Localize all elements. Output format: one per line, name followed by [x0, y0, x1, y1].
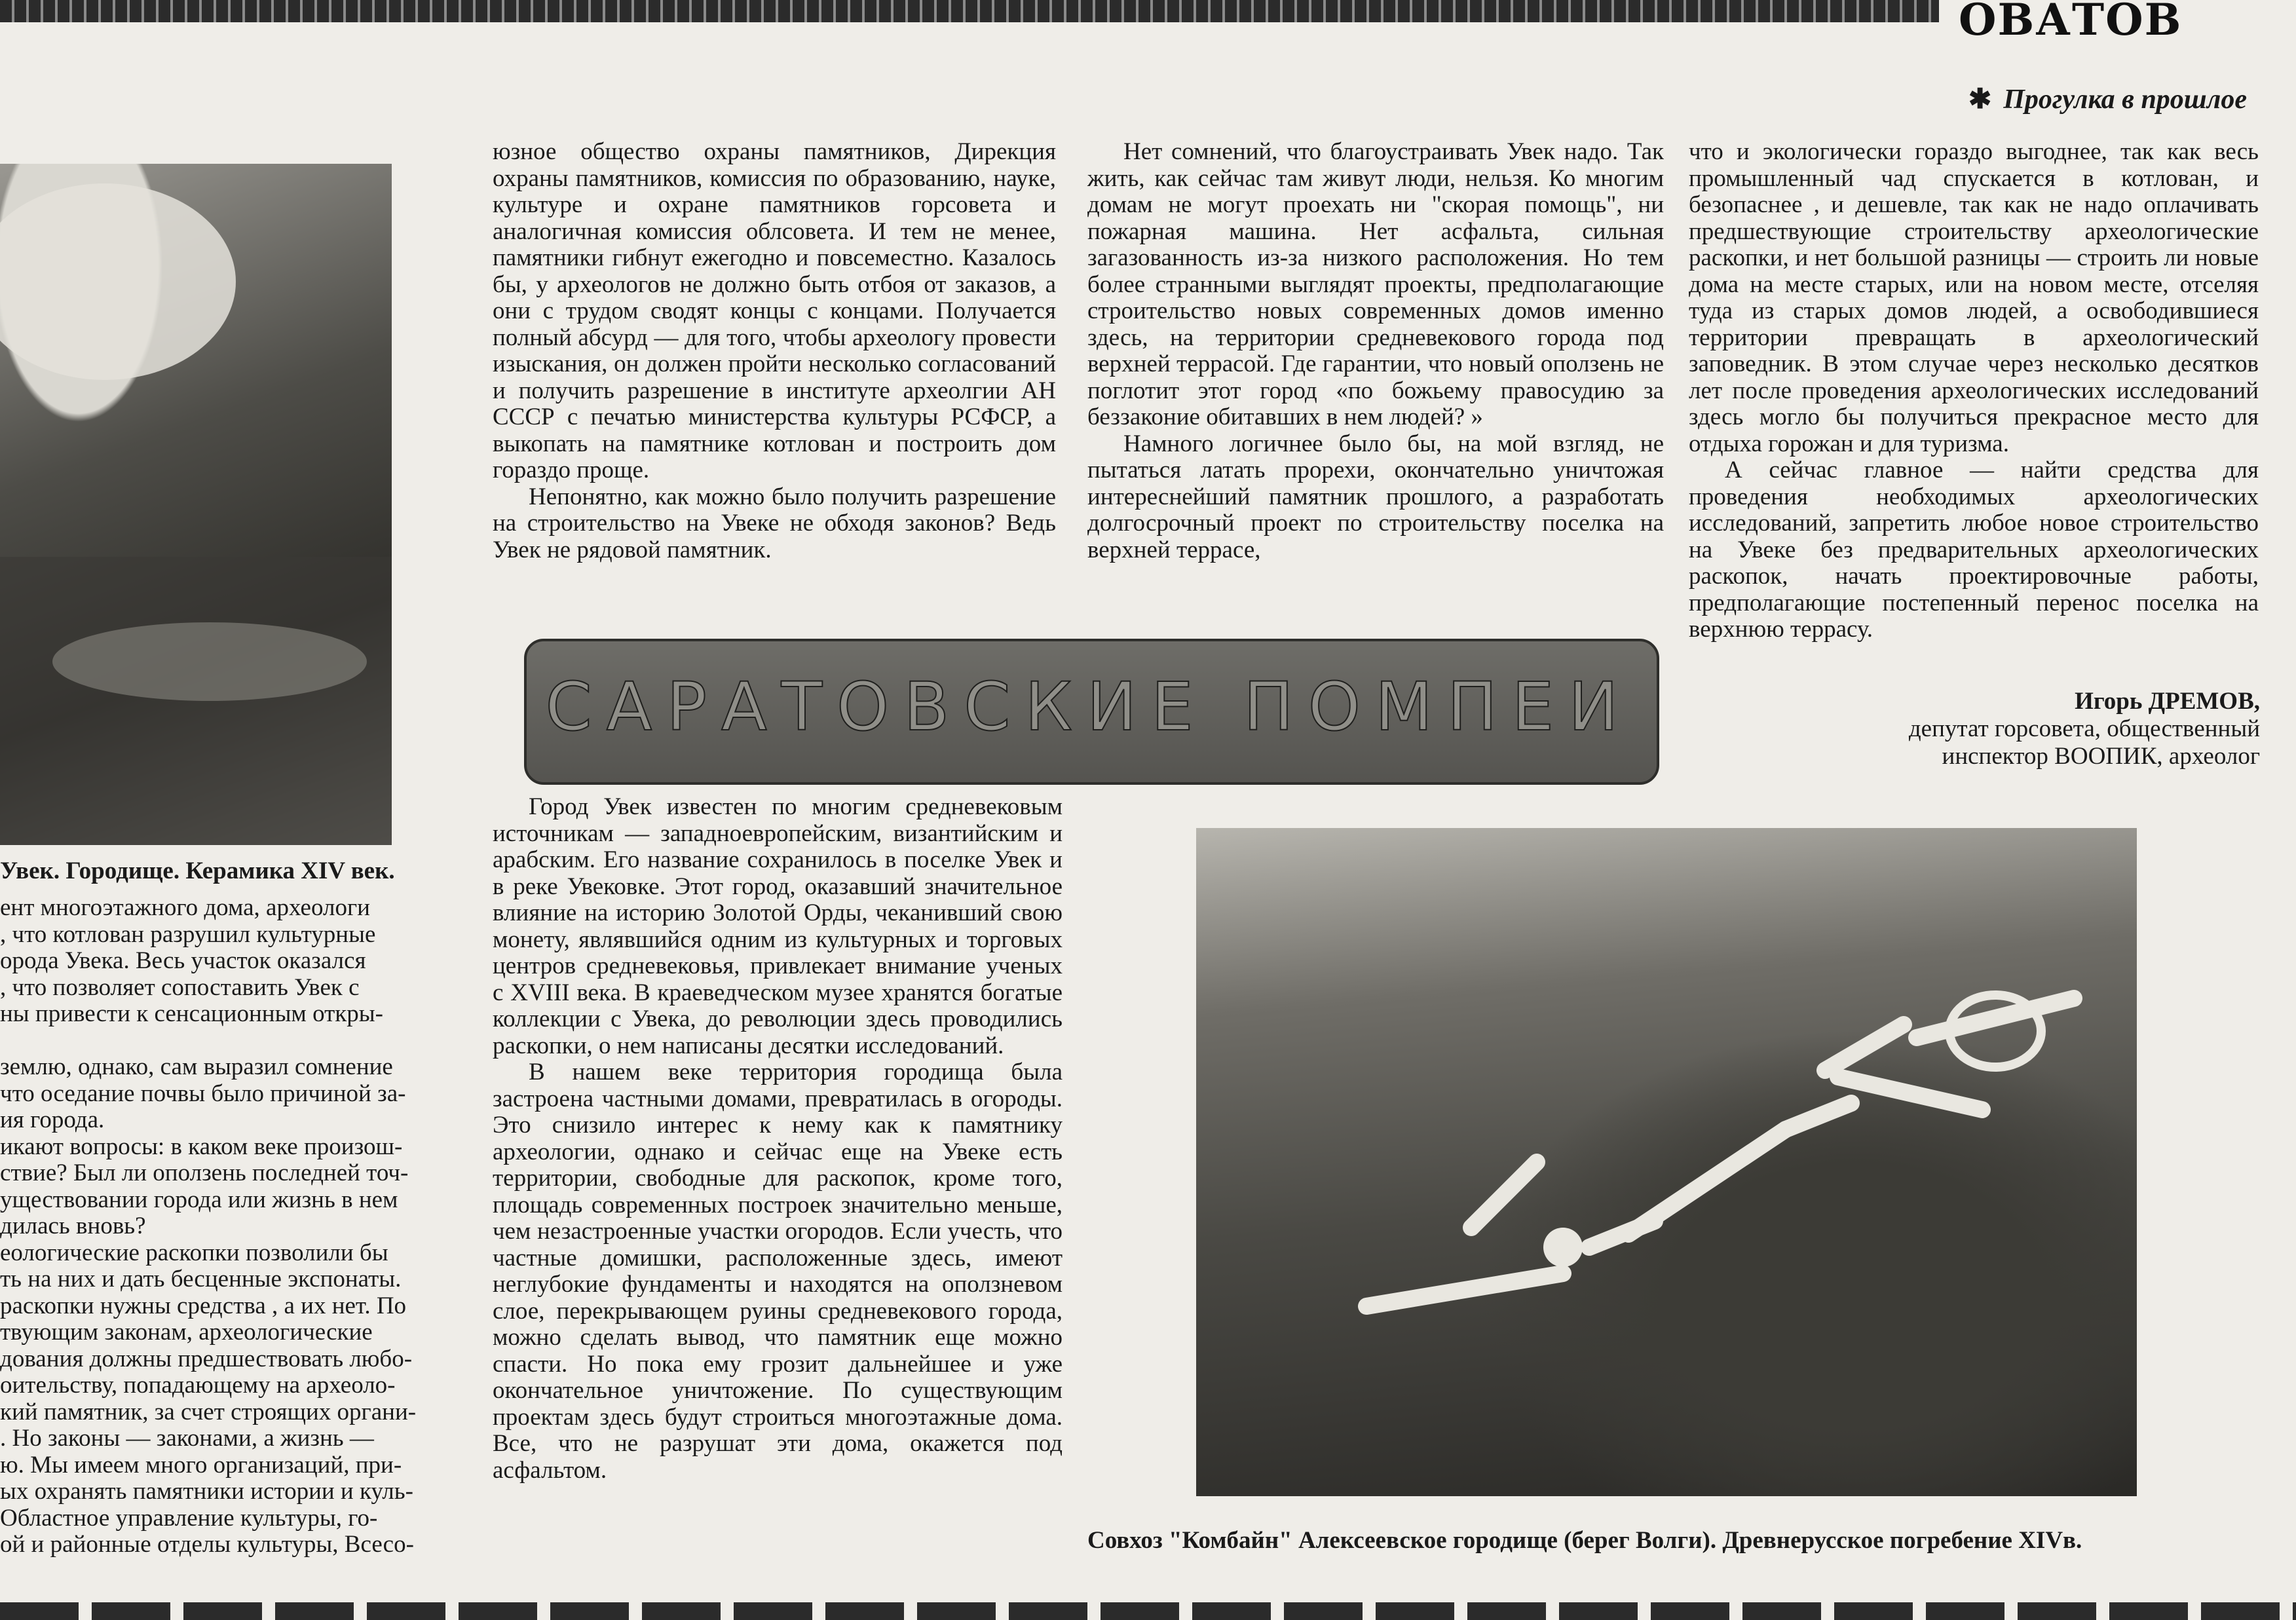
column-a-line: икают вопросы: в каком веке произош-	[0, 1133, 403, 1160]
column-a-line: кий памятник, за счет строящих органи-	[0, 1399, 417, 1425]
column-b-bottom	[493, 794, 1063, 1484]
masthead-logo: ОВАТОВ	[1959, 0, 2183, 39]
column-a-line: ю. Мы имеем много организаций, при-	[0, 1452, 402, 1479]
column-a-line	[0, 1028, 481, 1055]
rubric-label: Прогулка в прошлое	[2003, 85, 2247, 115]
paragraph: Город Увек известен по многим средневековым источникам — западноевропейским, византийским и арабским. Его название сохранилось в поселке Увек и в реке Увековке. Этот город, оказавший значительное влияние на историю Золотой Орды, чеканивший свою монету, являвшийся одним из культурных и торговых центров средневековья, привлекает внимание ученых с XVIII века. В краеведческом музее хранятся богатые коллекции с Увека, до революции здесь проводились раскопки, о нем написаны десятки исследований.	[493, 793, 1063, 1059]
column-a-line: , что позволяет сопоставить Увек с	[0, 974, 360, 1001]
paragraph: Нет сомнений, что благоустраивать Увек надо. Так жить, как сейчас там живут люди, нельзя. Ко многим домам не могут проехать ни "скорая помощь", ни пожарная машина. Нет асфальта, сильная загазованность из-за низкого расположения. Но тем более странными выглядят проекты, предполагающие строительство новых современных домов именно здесь, на территории средневекового города под верхней террасой. Где гарантии, что новый оползень не поглотит этот город «по божьему правосудию за беззаконие обитавших в нем людей? »	[1087, 138, 1664, 430]
author-title: инспектор ВООПИК, археолог	[1942, 743, 2260, 770]
author-name: Игорь ДРЕМОВ,	[2075, 688, 2260, 715]
bottom-rule	[0, 1602, 2296, 1620]
column-a-line: орода Увека. Весь участок оказался	[0, 948, 366, 974]
column-a-line: ых охранять памятники истории и куль-	[0, 1479, 413, 1505]
top-rule	[0, 0, 1939, 22]
column-a-line: ой и районные отделы культуры, Всесо-	[0, 1532, 414, 1558]
paragraph: Непонятно, как можно было получить разрешение на строительство на Увеке не обходя законов? Ведь Увек не рядовой памятник.	[493, 483, 1056, 563]
column-a-line: что оседание почвы было причиной за-	[0, 1080, 406, 1107]
column-a-line: ент многоэтажного дома, археологи	[0, 895, 370, 921]
caption-right: Совхоз "Комбайн" Алексеевское городище (берег Волги). Древнерусское погребение XIVв.	[1087, 1527, 2082, 1554]
column-a	[0, 895, 481, 1558]
photo-burial	[1196, 828, 2137, 1496]
photo-ceramics	[0, 164, 392, 845]
column-c-top	[1087, 139, 1664, 563]
ceramics-illustration	[0, 164, 392, 845]
column-a-line: раскопки нужны средства , а их нет. По	[0, 1292, 407, 1319]
column-a-line: Областное управление культуры, го-	[0, 1505, 378, 1532]
column-a-line: еологические раскопки позволили бы	[0, 1239, 388, 1266]
column-a-line: . Но законы — законами, а жизнь —	[0, 1425, 374, 1452]
headline: САРАТОВСКИЕ ПОМПЕИ	[545, 668, 1633, 746]
signature	[1703, 688, 2260, 770]
rubric	[1873, 83, 2247, 115]
author-title: депутат горсовета, общественный	[1908, 715, 2260, 742]
column-a-line: , что котлован разрушил культурные	[0, 921, 376, 948]
paragraph: В нашем веке территория городища была застроена частными домами, превратилась в огороды. Это снизило интерес к нему как к памятнику археологии, однако и сейчас еще на Увеке есть территории, свободные для раскопок, кроме того, площадь современных построек значительно меньше, чем незастроенные участки огородов. Если учесть, что частные домишки, расположенные здесь, имеют неглубокие фундаменты и находятся на оползневом слое, перекрывающем руины средневекового города, можно сделать вывод, что памятник еще можно спасти. Но пока ему грозит дальнейшее и уже окончательное уничтожение. По существующим проектам здесь будут строиться многоэтажные дома. Все, что не разрушат эти дома, окажется под асфальтом.	[493, 1059, 1063, 1484]
column-b-top	[493, 139, 1056, 563]
column-a-line: ны привести к сенсационным откры-	[0, 1001, 383, 1027]
column-a-line: уществовании города или жизнь в нем	[0, 1186, 398, 1213]
column-d-top	[1689, 139, 2259, 643]
paragraph: А сейчас главное — найти средства для проведения необходимых археологических исследований, запретить любое новое строительство на Увеке без предварительных археологических раскопок, начать проектировочные работы, предполагающие постепенный перенос поселка на верхнюю террасу.	[1689, 457, 2259, 643]
caption-left: Увек. Городище. Керамика XIV век.	[0, 857, 395, 884]
skeleton-illustration	[1196, 828, 2137, 1496]
paragraph: Намного логичнее было бы, на мой взгляд, не пытаться латать прорехи, окончательно уничтожая интереснейший памятник прошлого, а разработать долгосрочный проект по строительству поселка на верхней террасе,	[1087, 430, 1664, 563]
column-a-line: дования должны предшествовать любо-	[0, 1346, 413, 1372]
column-a-line: ствие? Был ли оползень последней точ-	[0, 1160, 409, 1186]
asterisk-icon: ✱	[1968, 85, 1992, 115]
column-a-line: твующим законам, археологические	[0, 1319, 373, 1346]
column-a-line: ть на них и дать бесценные экспонаты.	[0, 1266, 402, 1292]
column-a-line: ия города.	[0, 1107, 105, 1133]
column-a-line: землю, однако, сам выразил сомнение	[0, 1054, 393, 1080]
paragraph: что и экологически гораздо выгоднее, так как весь промышленный чад спускается в котлован, и безопаснее , и дешевле, так как не надо оплачивать предшествующие строительству археологические раскопки, и нет большой разницы — строить ли новые дома на месте старых, или на новом месте, отселяя туда из старых домов людей, а освободившиеся территории превращать в археологический заповедник. В этом случае через несколько десятков лет после проведения археологических исследований здесь могло бы получиться прекрасное место для отдыха горожан и для туризма.	[1689, 138, 2259, 457]
column-a-line: оительству, попадающему на археоло-	[0, 1372, 396, 1399]
column-a-line: дилась вновь?	[0, 1213, 146, 1239]
paragraph: юзное общество охраны памятников, Дирекция охраны памятников, комиссия по образованию, науке, культуре и охране памятников горсовета и аналогичная комиссия облсовета. И тем не менее, памятники гибнут ежегодно и повсеместно. Казалось бы, у археологов не должно быть отбоя от заказов, а они с трудом сводят концы с концами. Получается полный абсурд — для того, чтобы археологу провести изыскания, он должен пройти несколько согласований и получить разрешение в институте археолгии АН СССР с печатью министерства культуры РСФСР, а выкопать на памятнике котлован и построить дом гораздо проще.	[493, 138, 1056, 483]
